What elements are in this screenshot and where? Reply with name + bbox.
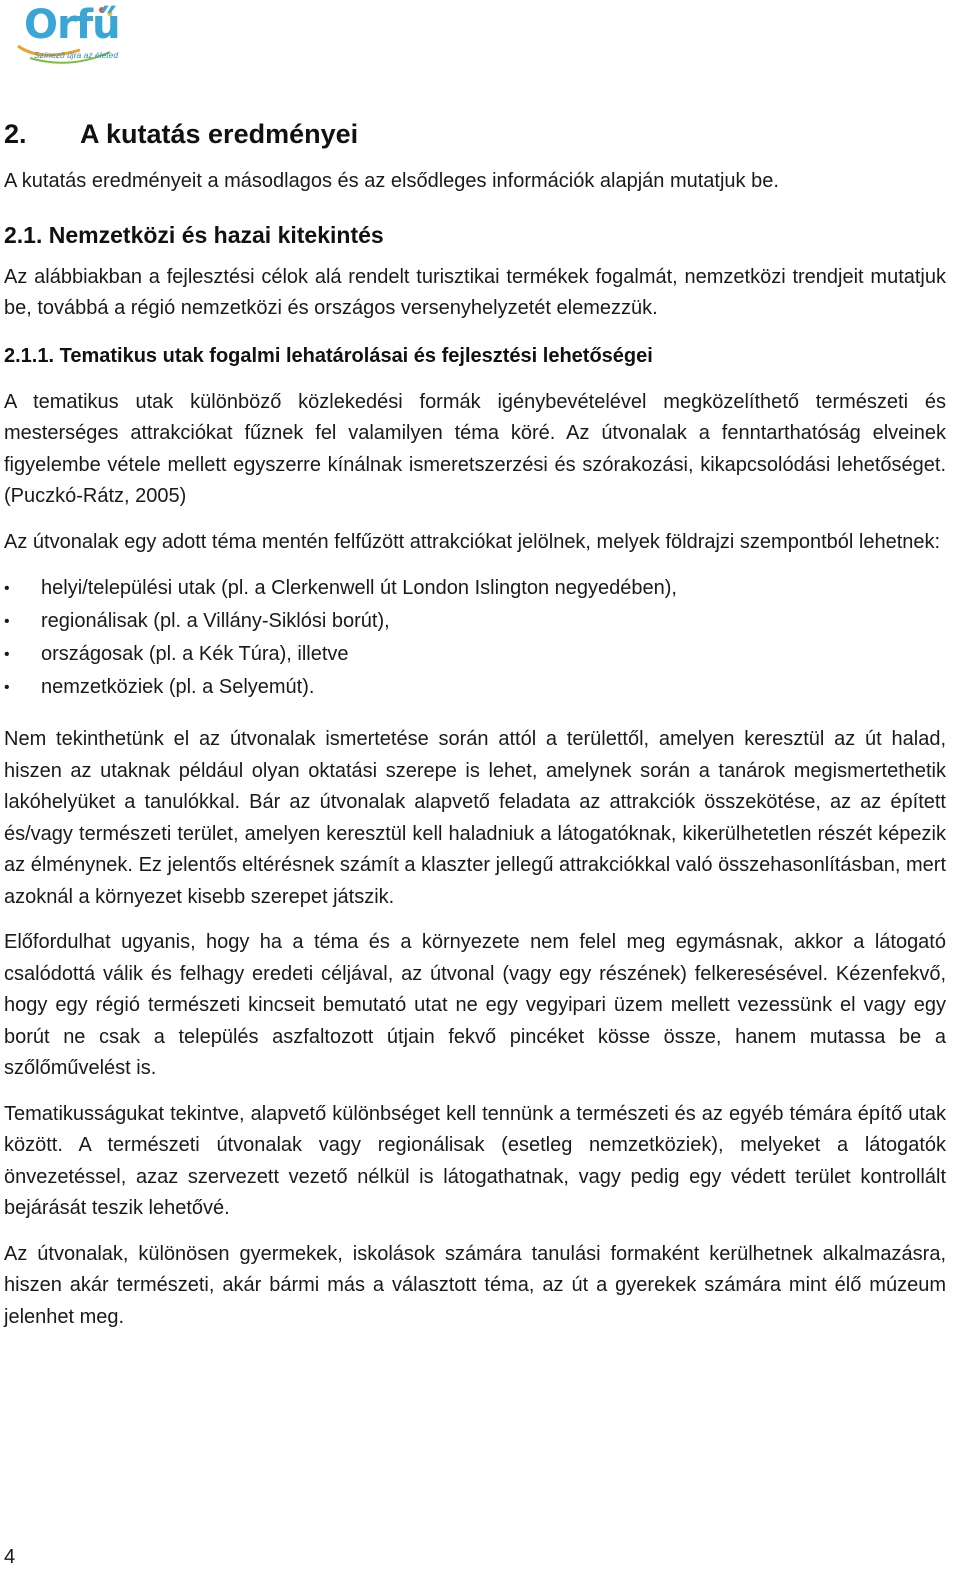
- paragraph-3: Nem tekinthetünk el az útvonalak ismertetése során attól a területtől, amelyen keresztül az út halad, hiszen az utaknak például olyan oktatási szerepe is lehet, amelynek során a tanárok megismertethetik lakóhelyüket a tanulókkal. Bár az útvonalak alapvető feladata az attrakciók összekötése, az az épített és/vagy természeti terület, amelyen keresztül kell haladniuk a látogatóknak, kikerülhetetlen részét képezik az élménynek. Ez jelentős eltérésnek számít a klaszter jellegű attrakciókkal való összehasonlításban, mert azoknál a környezet kisebb szerepet játszik.: [4, 728, 946, 908]
- section-heading: [4, 116, 946, 152]
- bullet-icon: •: [4, 613, 10, 630]
- paragraph-6: Az útvonalak, különösen gyermekek, iskolások számára tanulási formaként kerülhetnek alkalmazásra, hiszen akár természeti, akár bármi más a választott téma, az út a gyerekek számára mint élő múzeum jelenhet meg.: [4, 1242, 946, 1328]
- bullet-list: [4, 572, 946, 704]
- paragraph-1: A tematikus utak különböző közlekedési formák igénybevételével megközelíthető természeti és mesterséges attrakciókat fűznek fel valamilyen téma köré. Az útvonalak a fenntarthatóság elveinek figyelembe vétele mellett egyszerre kínálnak ismeretszerzési és szórakozási, kikapcsolódási lehetőséget. (Puczkó-Rátz, 2005): [4, 390, 946, 507]
- list-item-text: helyi/települési utak (pl. a Clerkenwell út London Islington negyedében),: [41, 577, 677, 599]
- section-title: A kutatás eredményei: [80, 119, 359, 149]
- section-intro: A kutatás eredményeit a másodlagos és az elsődleges információk alapján mutatjuk be.: [4, 170, 779, 192]
- subsubsection-number: 2.1.1.: [4, 344, 55, 367]
- list-item: [4, 671, 946, 704]
- bullet-icon: •: [4, 679, 10, 696]
- logo-word: Orfű: [24, 2, 120, 48]
- list-item: [4, 572, 946, 605]
- list-item-text: országosak (pl. a Kék Túra), illetve: [41, 643, 349, 665]
- subsubsection-heading: [4, 341, 946, 371]
- paragraph-5: Tematikusságukat tekintve, alapvető különbséget kell tennünk a természeti és az egyéb témára építő utak között. A természeti útvonalak vagy regionálisak (esetleg nemzetköziek), melyeket a látogatók önvezetéssel, azaz szervezett vezető nélkül is látogathatnak, vagy pedig egy védett terület kontrollált bejárását teszik lehetővé.: [4, 1102, 946, 1219]
- subsection-paragraph: Az alábbiakban a fejlesztési célok alá rendelt turisztikai termékek fogalmát, nemzetközi trendjeit mutatjuk be, továbbá a régió nemzetközi és országos versenyhelyzetét elemezzük.: [4, 265, 946, 319]
- orfu-logo: [10, 0, 130, 72]
- logo-tagline: Színező újra az életed: [34, 50, 119, 60]
- subsubsection-title: Tematikus utak fogalmi lehatárolásai és fejlesztési lehetőségei: [59, 344, 653, 367]
- page-number: 4: [4, 1546, 16, 1568]
- bullet-icon: •: [4, 580, 10, 597]
- list-item-text: regionálisak (pl. a Villány-Siklósi borút),: [41, 610, 390, 632]
- list-item: [4, 638, 946, 671]
- list-item-text: nemzetköziek (pl. a Selyemút).: [41, 676, 315, 698]
- list-item: [4, 605, 946, 638]
- subsection-heading: [4, 220, 946, 250]
- subsection-number: 2.1.: [4, 221, 43, 248]
- section-number: 2.: [4, 119, 27, 149]
- document-body: [4, 116, 946, 1347]
- bullet-icon: •: [4, 646, 10, 663]
- subsection-title: Nemzetközi és hazai kitekintés: [48, 221, 384, 248]
- paragraph-4: Előfordulhat ugyanis, hogy ha a téma és a környezete nem felel meg egymásnak, akkor a látogató csalódottá válik és felhagy eredeti céljával, az útvonal (vagy egy részének) felkeresésével. Kézenfekvő, hogy egy régió természeti kincseit bemutató utat ne egy vegyipari üzem mellett vezessünk el vagy egy borút ne csak a település aszfaltozott útjain fekvő pincéket kösse össze, hanem mutassa be a szőlőművelést is.: [4, 931, 946, 1079]
- paragraph-2: Az útvonalak egy adott téma mentén felfűzött attrakciókat jelölnek, melyek földrajzi szempontból lehetnek:: [4, 530, 941, 553]
